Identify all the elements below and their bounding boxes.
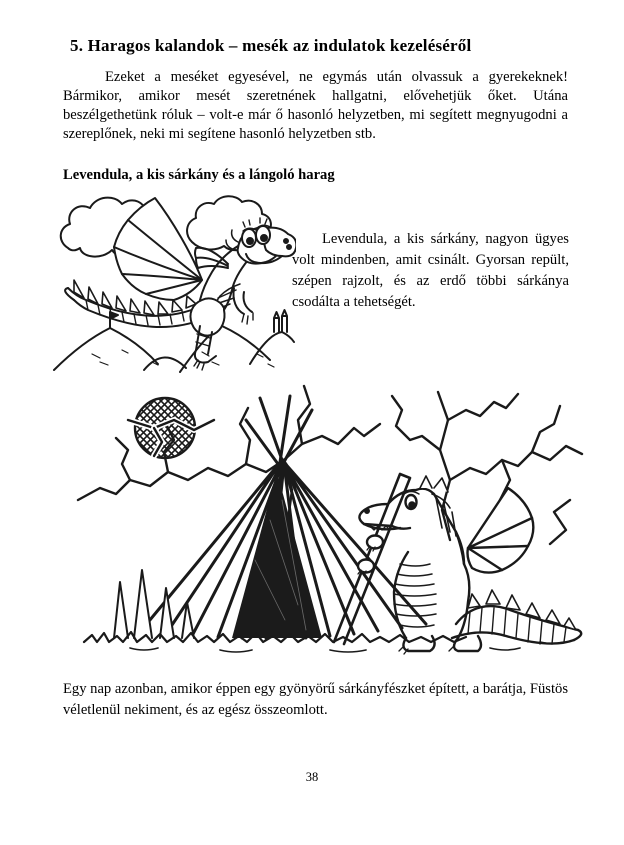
story-heading: Levendula, a kis sárkány és a lángoló harag — [63, 167, 335, 184]
chapter-title: 5. Haragos kalandok – mesék az indulatok kezeléséről — [70, 36, 472, 56]
page-number: 38 — [305, 770, 319, 784]
dragon-nest-illustration — [70, 380, 590, 660]
flying-dragon-illustration — [52, 192, 296, 382]
story-paragraph-1: Levendula, a kis sárkány, nagyon ügyes volt mindenben, amit csinált. Gyorsan repült, szépen rajzolt, és az erdő többi sárkánya csodálta a tehetségét. — [292, 230, 569, 310]
story-paragraph-2: Egy nap azonban, amikor éppen egy gyönyörű sárkányfészket épített, a barátja, Füstös véletlenül nekiment, és az egész összeomlott. — [63, 680, 568, 718]
intro-paragraph: Ezeket a meséket egyesével, ne egymás után olvassuk a gyerekeknek! Bármikor, amikor mesét szeretnének hallgatni, elővehetjük őket. Utána beszélgethetünk róluk – volt-e már ő hasonló helyzetben, mi segített megnyugodni a szereplőnek, neki mi segítene hasonló helyzetben stb. — [63, 68, 568, 142]
